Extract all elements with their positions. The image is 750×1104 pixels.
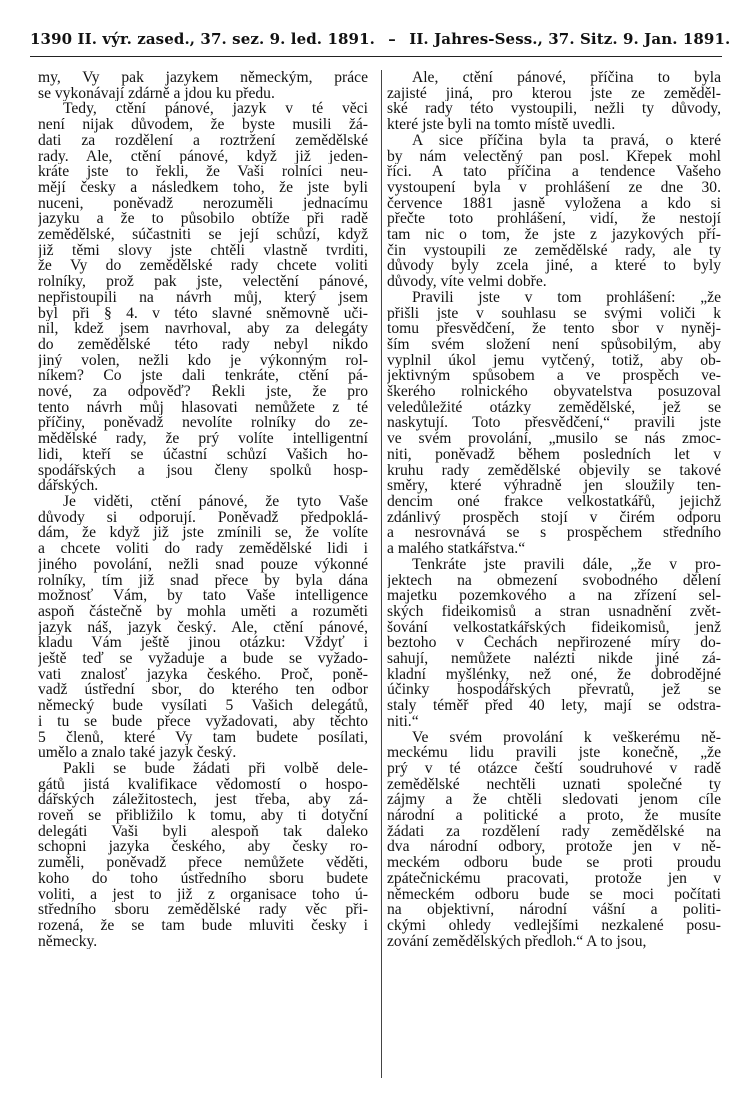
left-column-line: voliti, a jest to již z organisace toho ú- <box>38 886 368 903</box>
left-column-line: se vykonávají zdárně a jdou ku předu. <box>38 85 275 102</box>
left-column-line: důvody si odporují. Poněvadž předpoklá- <box>38 509 368 526</box>
left-column-line: Tedy, ctění pánové, jazyk v té věci <box>62 101 368 118</box>
right-column-line: ckými ohledy vedlejšími nezkalené posu- <box>387 917 721 934</box>
left-column-line: rolníky, tím již snad přece by byla dána <box>38 572 368 589</box>
right-column-line: Pravili jste v tom prohlášení: „že <box>411 289 721 306</box>
right-column-line: kladní myšlénky, než oné, že dobrodějné <box>387 666 721 683</box>
left-column-line: kladu Vám ještě jinou otázku: Vždyť i <box>38 635 368 652</box>
left-column-line: níkem? Co jste dali tenkráte, ctění pá- <box>38 368 368 385</box>
right-column-line: niti, poněvadž během posledních let v <box>387 446 721 463</box>
right-column-line: naskytují. Toto přesvědčení,“ pravili jste <box>387 415 721 432</box>
left-column-line: dářských záležitostech, jest třeba, aby zá- <box>38 792 368 809</box>
left-column-line: Je viděti, ctění pánové, že tyto Vaše <box>62 493 368 510</box>
right-column-line: beztoho v Čechách nepřirozené míry do- <box>387 635 721 652</box>
right-column-line: škerého rolnického obyvatelstva posuzoval <box>387 384 721 400</box>
left-column-line: rady. Ale, ctění pánové, když již jeden- <box>38 148 368 165</box>
right-column-line: Ve svém provolání k veškerému ně- <box>411 729 721 746</box>
left-column-line: i tu se bude přece vyžadovati, aby těchto <box>38 713 368 730</box>
right-column-line: účinky hospodářských převratů, jež se <box>387 682 721 699</box>
right-column-line: a malého statkářstva.“ <box>387 541 526 557</box>
right-column-line: meckém odboru bude se proti proudu <box>387 855 721 871</box>
left-column-line: 5 členů, které Vy tam budete posílati, <box>38 729 368 746</box>
right-column-line: směry, které výhradně jen sloužily ten- <box>387 478 721 494</box>
right-column-line: přečte toto prohlášení, vidí, že nestojí <box>387 211 721 228</box>
right-column-line: dencim oné frakce velkostatkářů, jejichž <box>387 493 721 510</box>
left-column-line: není nijak důvodem, že byste musili žá- <box>38 117 368 133</box>
left-column-line: středního sboru zemědělské rady věc při- <box>38 902 368 918</box>
left-column-line: lidi, kteří se účastní schůzí Vašich ho- <box>38 446 368 463</box>
right-column-line: zájmy a že chtěli sledovati jenom cíle <box>387 792 721 809</box>
left-column-line: schopni jazyka českého, aby česky ro- <box>38 839 368 856</box>
right-column-line: meckému lidu pravili jste konečně, „že <box>387 745 721 761</box>
right-column-line: a nesrovnává se s prospěchem středního <box>387 525 721 542</box>
right-column-line: sahují, nemůžete nalézti nikde jiné zá- <box>387 651 721 667</box>
left-column-line: německy. <box>38 933 98 950</box>
right-column-line: národní a politické a proto, že musíte <box>387 808 721 824</box>
right-column-line: dva národní odbory, protože jen v ně- <box>387 839 721 856</box>
left-column-line: delegáti Vaši byli alespoň tak daleko <box>38 823 368 840</box>
left-column-line: ještě teď se vyžaduje a bude se vyžado- <box>38 651 368 667</box>
right-column-line: žádati za rozdělení rady zemědělské na <box>387 823 721 840</box>
right-column-line: zajisté jiná, pro kterou jste ze zeměděl- <box>387 85 721 102</box>
right-column-line: zemědělské nechtěli uznati společné ty <box>387 776 721 793</box>
left-column-line: že Vy do zemědělské rady chcete voliti <box>38 258 368 275</box>
right-column-line: na objektivní, národní vášní a politi- <box>387 902 721 918</box>
right-column-line: ve svém provolání, „musilo se nás zmoc- <box>387 431 721 447</box>
left-column-line: příčiny, poněvadž nevolíte rolníky do ze- <box>38 415 368 432</box>
left-column-line: jiného povolání, nežli snad pouze výkonné <box>38 556 368 573</box>
left-column-line: nepřistoupili na návrh můj, který jsem <box>38 289 368 306</box>
header-separator: – <box>388 30 396 48</box>
right-column-line: důvody byly zcela jiné, a které to byly <box>387 258 721 275</box>
right-column-line: Tenkráte jste pravili dále, „že v pro- <box>411 556 721 573</box>
right-column-line: majetku pozemkového a na zřízení sel- <box>387 588 721 604</box>
left-column-line: možnosť Vám, by tato Vaše intelligence <box>38 588 368 604</box>
left-column-line: nuceni, poněvadž nerozuměli jednacímu <box>38 195 368 212</box>
right-column-line: říci. A tato příčina a tendence Vašeho <box>387 164 721 180</box>
left-column-line: koho do toho ústředního sboru budete <box>38 870 368 887</box>
right-column-line: vystoupení byla v prohlášení ze dne 30. <box>387 179 721 196</box>
right-column-line: ských fideikomisů a stran usnadnění zvět- <box>387 603 721 620</box>
right-column-line: prý v té otázce čeští soudruhové v radě <box>387 760 721 777</box>
left-column-line: dati za rozdělení a roztržení zemědělské <box>38 132 368 149</box>
left-column-line: německý bude vysílati 5 Vašich delegátů, <box>38 698 368 714</box>
right-column <box>387 70 721 949</box>
right-column-line: přišli jste v souhlasu se svými voliči k <box>387 305 721 322</box>
left-column-line: rozená, že se tam bude mluviti česky i <box>38 917 368 934</box>
right-column-line: tam nic o tom, že jste z jazykových pří- <box>387 227 721 243</box>
left-column-line: my, Vy pak jazykem německým, práce <box>38 70 368 86</box>
page-header <box>30 30 731 54</box>
left-column-line: roveň se přibližilo k tomu, aby ti dotyční <box>38 808 368 824</box>
right-column-line: důvody, víte velmi dobře. <box>387 274 547 290</box>
right-column-line: staly téměř před 40 lety, mají se odstra- <box>387 698 721 714</box>
left-column-line: aspoň částečně by mohla uměti a rozuměti <box>38 603 368 620</box>
right-column-line: čin vystoupili ze zemědělské rady, ale ty <box>387 242 721 259</box>
left-column-line: jazyk náš, jazyk český. Ale, ctění pánové, <box>38 619 368 636</box>
left-column-line: mějí česky a následkem toho, že jste byli <box>38 179 368 196</box>
right-column-line: ské rady této vystoupili, nežli ty důvody, <box>387 101 721 118</box>
left-column-line: tento návrh můj hlasovati nemůžete z té <box>38 399 368 416</box>
left-column-line: dářských. <box>38 478 99 494</box>
left-column-line: byl při § 4. v této slavné sněmovně uči- <box>38 305 368 322</box>
left-column-line: již těmi slovy jste chtěli vlastně tvrditi, <box>38 242 368 259</box>
left-column-line: vati znalosť jazyka českého. Proč, poně- <box>38 666 368 683</box>
left-column-line: zemědělské, súčastniti se její schůzí, když <box>38 227 368 243</box>
right-column-line: července 1881 jasně vyložena a kdo si <box>387 195 721 212</box>
left-column-line: zuměli, poněvadž přece nemůžete věděti, <box>38 855 368 871</box>
right-column-line: niti.“ <box>387 713 419 730</box>
right-column-line: Ale, ctění pánové, příčina to byla <box>411 70 721 86</box>
right-column-line: vyplnil úkol jemu vytčený, totiž, aby ob- <box>387 352 721 369</box>
left-column-line: mědělské rady, že prý volíte intelligentní <box>38 431 368 447</box>
right-column-line: tomu přesvědčení, že tento sbor v nyněj- <box>387 321 721 337</box>
right-column-line: A sice příčina byla ta pravá, o které <box>411 132 721 149</box>
right-column-line: německém odboru bude se moci počítati <box>387 886 721 903</box>
left-column-line: gátů jistá kvalifikace vědomostí o hospo- <box>38 776 368 793</box>
left-column-line: spodářských a jsou členy spolků hosp- <box>38 462 368 479</box>
header-german: II. Jahres-Sess., 37. Sitz. 9. Jan. 1891. <box>409 30 731 48</box>
right-column-line: jektivným spůsobem a ve prospěch ve- <box>387 368 721 385</box>
right-column-line: šování velkostatkářských fideikomisů, jenž <box>387 619 721 636</box>
left-column-line: nové, za odpověď? Řekli jste, že pro <box>38 384 368 400</box>
left-column-line: nil, kdež jsem navrhoval, aby za delegáty <box>38 321 368 337</box>
right-column-line: kruhu rady zemědělské objevily se takové <box>387 462 721 479</box>
right-column-line: veledůležité otázky zemědělské, jež se <box>387 399 721 416</box>
left-column-line: umělo a znalo také jazyk český. <box>38 745 237 761</box>
right-column-line: ším svém složení není spůsobilým, aby <box>387 336 721 353</box>
left-column-line: Pakli se bude žádati při volbě dele- <box>62 760 368 777</box>
header-czech: 1390 II. výr. zased., 37. sez. 9. led. 1891. <box>30 30 375 48</box>
right-column-line: by nám velectěný pan posl. Křepek mohl <box>387 148 721 165</box>
header-rule <box>30 56 722 57</box>
left-column-line: jazyku a že to působilo obtíže při radě <box>38 211 368 228</box>
column-divider <box>381 70 382 1078</box>
left-column-line: a chcete voliti do rady zemědělské lidi i <box>38 541 368 557</box>
left-column-line: rolníky, prož pak jste, velectění pánové, <box>38 274 368 290</box>
left-column-line: do zemědělské této rady nebyl nikdo <box>38 336 368 353</box>
left-column-line: kráte jste to řekli, že Vaši rolníci neu- <box>38 164 368 180</box>
right-column-line: které jste byli na tomto místě uvedli. <box>387 117 616 133</box>
left-column-line: jiný volen, nežli kdo je výkonným rol- <box>38 352 368 369</box>
left-column-line: vadž ústřední sbor, do kterého ten odbor <box>38 682 368 699</box>
right-column-line: jektech na obmezení svobodného dělení <box>387 572 721 589</box>
left-column <box>38 70 368 949</box>
right-column-line: zpátečnickému pracovati, protože jen v <box>387 870 721 887</box>
right-column-line: zdánlivý prospěch stojí v čirém odporu <box>387 509 721 526</box>
left-column-line: dám, že když již jste zmínili se, že volíte <box>38 525 368 542</box>
right-column-line: zování zemědělských předloh.“ A to jsou, <box>387 933 647 950</box>
